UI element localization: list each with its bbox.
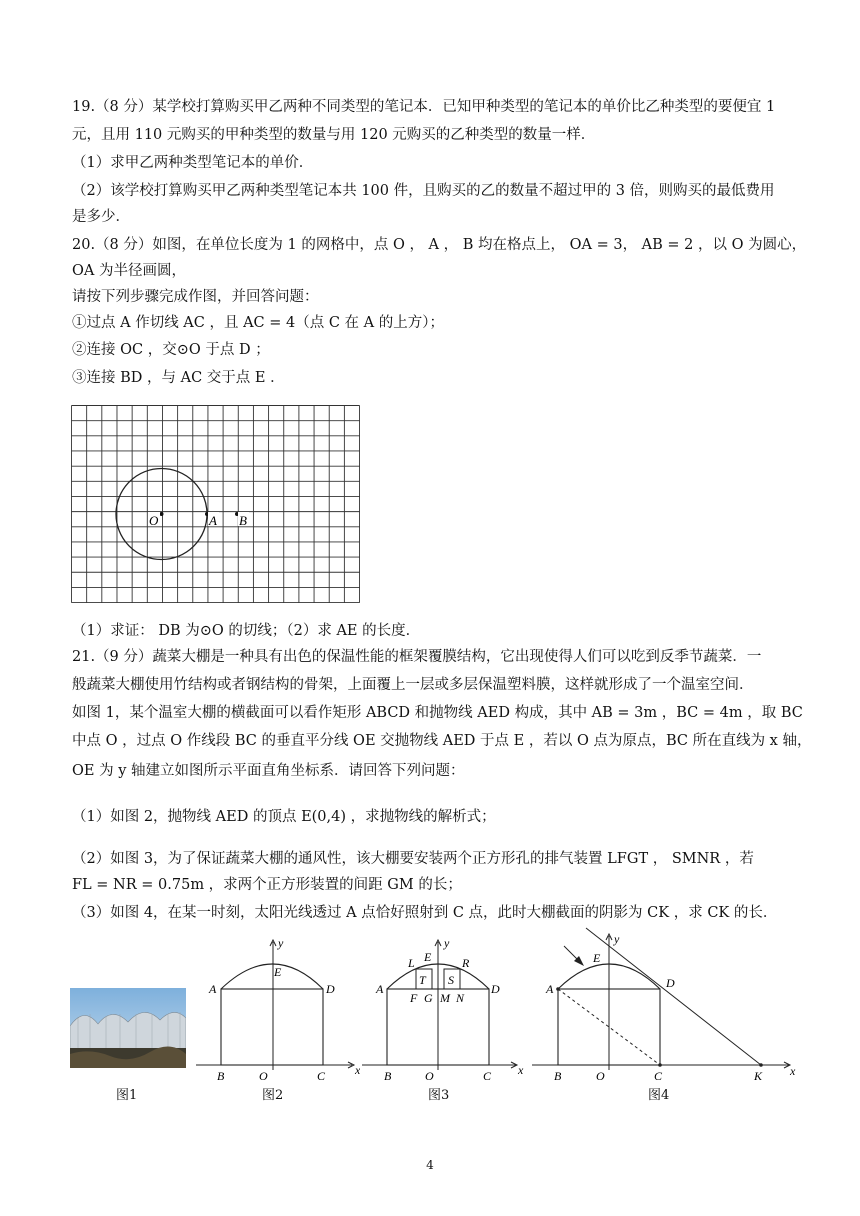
fig2-e: E [274, 965, 282, 979]
fig3-b: B [384, 1069, 392, 1083]
fig4-d: D [666, 976, 675, 990]
label-a: A [209, 513, 217, 528]
caption-fig2: 图2 [262, 1088, 284, 1103]
fig4-x-label: x [790, 1064, 796, 1078]
fig4-o: O [596, 1069, 605, 1083]
fig4-k: K [754, 1069, 763, 1083]
fig2-a: A [209, 982, 217, 996]
q20-line-3: 请按下列步骤完成作图，并回答问题： [72, 289, 319, 305]
q21-line-5: OE 为 y 轴建立如图所示平面直角坐标系．请回答下列问题： [72, 763, 465, 779]
fig3-l: L [408, 956, 415, 970]
fig4-a: A [546, 982, 554, 996]
q21-line-4: 中点 O ，过点 O 作线段 BC 的垂直平分线 OE 交抛物线 AED 于点 E ，若以 O 点为原点，BC 所在直线为 x 轴， [72, 733, 812, 749]
q19-line-2: 元，且用 110 元购买的甲种类型的数量与用 120 元购买的乙种类型的数量一样． [72, 127, 596, 143]
fig3-o: O [425, 1069, 434, 1083]
q19-part-1: （1）求甲乙两种类型笔记本的单价． [72, 155, 314, 171]
fig3-d: D [491, 982, 500, 996]
label-b: B [239, 513, 247, 528]
fig4-c: C [654, 1069, 663, 1083]
fig3-f: F [410, 991, 418, 1005]
q21-line-2: 般蔬菜大棚使用竹结构或者钢结构的骨架，上面覆上一层或多层保温塑料膜，这样就形成了一个温室空间． [72, 677, 754, 693]
fig3-y-label: y [444, 936, 450, 950]
q20-step-2: ②连接 OC ，交⊙O 于点 D ； [72, 342, 270, 358]
label-o: O [149, 513, 159, 528]
caption-fig3: 图3 [428, 1088, 450, 1103]
q20-line-1: 20.（8 分）如图，在单位长度为 1 的网格中，点 O ， A ， B 均在格点上， OA = 3， AB = 2 ，以 O 为圆心， [72, 237, 807, 253]
greenhouse-photo [70, 988, 186, 1068]
fig3-c: C [483, 1069, 492, 1083]
fig3-s: S [448, 973, 454, 987]
q20-line-2: OA 为半径画圆， [72, 263, 186, 279]
fig3-e: E [424, 950, 432, 964]
q21-part-2a: （2）如图 3，为了保证蔬菜大棚的通风性，该大棚要安装两个正方形孔的排气装置 LFGT ， SMNR ，若 [72, 851, 754, 867]
fig3-m: M [440, 991, 450, 1005]
q21-line-3: 如图 1，某个温室大棚的横截面可以看作矩形 ABCD 和抛物线 AED 构成，其中 AB = 3m ，BC = 4m ，取 BC [72, 705, 803, 721]
figure-4 [528, 924, 800, 1084]
figure-3 [358, 934, 524, 1084]
caption-fig4: 图4 [648, 1088, 670, 1103]
fig4-y-label: y [614, 932, 620, 946]
fig2-d: D [326, 982, 335, 996]
q20-step-3: ③连接 BD ，与 AC 交于点 E ． [72, 370, 285, 386]
fig4-b: B [554, 1069, 562, 1083]
fig2-b: B [217, 1069, 225, 1083]
q21-part-1: （1）如图 2，抛物线 AED 的顶点 E(0,4) ，求抛物线的解析式； [72, 809, 496, 825]
caption-fig1: 图1 [116, 1088, 138, 1103]
fig2-c: C [317, 1069, 326, 1083]
q21-part-2b: FL = NR = 0.75m ，求两个正方形装置的间距 GM 的长； [72, 877, 462, 893]
q20-step-1: ①过点 A 作切线 AC ，且 AC = 4（点 C 在 A 的上方）； [72, 315, 444, 331]
fig3-t: T [419, 973, 426, 987]
fig3-n: N [456, 991, 465, 1005]
figure-2 [190, 934, 360, 1084]
fig3-r: R [462, 956, 470, 970]
point-o [160, 512, 164, 516]
q21-part-3: （3）如图 4，在某一时刻，太阳光线透过 A 点恰好照射到 C 点，此时大棚截面的阴影为 CK ，求 CK 的长． [72, 905, 778, 921]
q19-part-2a: （2）该学校打算购买甲乙两种类型笔记本共 100 件，且购买的乙的数量不超过甲的 3 倍，则购买的最低费用 [72, 183, 775, 199]
fig3-x-label: x [518, 1063, 524, 1077]
page-number: 4 [426, 1158, 434, 1172]
fig2-y-label: y [278, 936, 284, 950]
q19-line-1: 19.（8 分）某学校打算购买甲乙两种不同类型的笔记本．已知甲种类型的笔记本的单价比乙种类型的要便宜 1 [72, 99, 776, 115]
q19-part-2b: 是多少． [72, 209, 130, 225]
fig3-a: A [376, 982, 384, 996]
fig2-o: O [259, 1069, 268, 1083]
fig3-g: G [424, 991, 433, 1005]
grid-figure [70, 404, 360, 606]
q20-questions: （1）求证： DB 为⊙O 的切线；（2）求 AE 的长度． [72, 623, 421, 639]
fig4-e: E [593, 951, 601, 965]
fig2-x-label: x [355, 1063, 360, 1077]
q21-line-1: 21.（9 分）蔬菜大棚是一种具有出色的保温性能的框架覆膜结构，它出现使得人们可以吃到反季节蔬菜．一 [72, 649, 762, 665]
